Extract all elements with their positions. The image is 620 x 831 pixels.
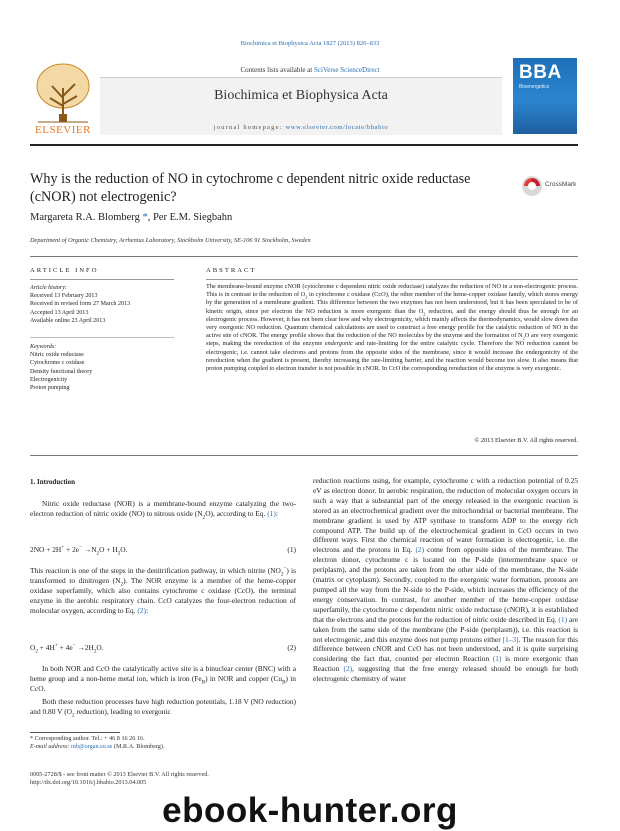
keyword-item: Density functional theory — [30, 368, 93, 375]
equation-2-number: (2) — [287, 643, 296, 652]
equation-ref-link[interactable]: (2) — [137, 605, 146, 615]
keyword-item: Nitric oxide reductase — [30, 352, 84, 359]
journal-reference-link[interactable]: Biochimica et Biophysica Acta 1827 (2013) 826–833 — [240, 40, 380, 47]
abstract-heading: ABSTRACT — [206, 267, 257, 274]
article-info-divider — [30, 337, 174, 338]
article-info-heading: ARTICLE INFO — [30, 267, 99, 274]
equation-2: $O_2 + 4H^+ + 4e^- \to 2H_2O$. (2) — [30, 642, 296, 655]
bba-cover-subtitle: Bioenergetics — [519, 84, 550, 90]
history-revised: Received in revised form 27 March 2013 — [30, 301, 131, 308]
sciencedirect-link[interactable]: SciVerse ScienceDirect — [314, 66, 380, 74]
affiliation: Department of Organic Chemistry, Arrhenius Laboratory, Stockholm University, SE-106 91 Stockholm, Sweden — [30, 237, 311, 244]
article-info-rule — [30, 279, 174, 280]
author-list — [30, 212, 232, 223]
history-online: Available online 23 April 2013 — [30, 317, 106, 324]
citation-link[interactable]: [1–3] — [502, 634, 519, 644]
intro-paragraph-3: In both NOR and CcO the catalytically active site is a binuclear center (BNC) with a heme group and a non-heme metal ion, which is iron $(Fe_B)$ in NOR and copper $(Cu_B)$ in CcO. — [30, 664, 297, 693]
body-top-rule — [30, 455, 578, 456]
keyword-item: Cytochrome c oxidase — [30, 360, 85, 367]
keywords-label: Keywords: — [30, 344, 57, 350]
equation-1-number: (1) — [287, 545, 296, 554]
info-top-rule — [30, 256, 578, 257]
abstract-text: The membrane-bound enzyme cNOR (cytochrome c dependent nitric oxide reductase) catalyzes the reduction of NO in a non-electrogenic process. This is in contrast to the reduction of $O_2$ in cytochrome c oxidase (CcO), the other member of the heme-copper oxidase family, which stores energy by the generation of a membrane gradient. This difference between the two enzymes has not been understood, but it has been speculated to be of kinetic origin, since per electron the NO reduction is more exergonic than the $O_2$ reduction, and the energy should thus be enough for an electrogenic process. However, it has not been clear how and why electrogenicity, which mainly affects the thermodynamics, would slow down the very exergonic NO reduction. Quantum chemical calculations are used to construct a free energy profile for the catalytic reduction of NO in the active site of cNOR. The energy profile shows that the reduction of the NO molecules by the enzyme and the formation of $N_2O$ are very exergonic steps, making the rereduction of the enzyme endergonic and rate-limiting for the entire catalytic cycle. Therefore the NO reduction cannot be electrogenic, i.e. cannot take electrons and protons from the opposite sides of the membrane, since it would increase the endergonicity of the rereduction when the gradient is present, thereby increasing the rate-limiting barrier, and the reaction would become too slow. It also means that proton pumping coupled to electron transfer is not possible in cNOR. In CcO the corresponding rereduction of the enzyme is very exergonic. — [206, 283, 579, 373]
homepage-link[interactable]: www.elsevier.com/locate/bbabio — [285, 124, 389, 131]
author-2: Per E.M. Siegbahn — [152, 212, 233, 223]
journal-homepage — [100, 124, 502, 131]
equation-ref-link[interactable]: (1) — [492, 654, 502, 664]
doi-link[interactable]: http://dx.doi.org/10.1016/j.bbabio.2013.04.005 — [30, 779, 147, 786]
email-link[interactable]: mb@organ.su.se — [71, 743, 113, 750]
email-note: E-mail address: mb@organ.su.se (M.R.A. Blomberg). — [30, 743, 165, 750]
article-history-label: Article history: — [30, 285, 68, 291]
journal-title: Biochimica et Biophysica Acta — [214, 88, 388, 103]
author-1: Margareta R.A. Blomberg — [30, 212, 140, 223]
article-history — [30, 284, 180, 325]
equation-ref-link[interactable]: (2) — [415, 545, 425, 555]
intro-right-column: reduction reactions using, for example, cytochrome c with a reduction potential of 0.25 eV as electron donor. In aerobic respiration, the reduction of molecular oxygen occurs in such a way that a substantial part of the energy released in the exergonic reaction is stored as an electrochemical gradient over the mitochondrial or bacterial membrane. The membrane gradient is used by ATP synthase to transform ADP to the energy rich compound ATP. The build up of the electrochemical gradient in CcO occurs in two different ways. First the chemical reaction of water formation is electrogenic, i.e. the electrons and the protons in Eq. (2) come from opposite sides of the membrane. The electron donor, cytochrome c is located on the P-side (intermembrane space or periplasm), and the protons are taken from the other side of the membrane, the N-side (matrix or cytoplasm). Secondly, coupled to the exergonic water formation, protons are pumped all the way from the N-side to the P-side, which increases the efficiency of the energy conservation. In contrast, for another member of the heme-copper oxidase superfamily, the cytochrome c dependent nitric oxide reductase (cNOR), it is established that the electrons and the protons for the reduction of nitric oxide described in Eq. (1) are taken from the same side of the membrane (the P-side (periplasm)), i.e. this reaction is not electrogenic, and this enzyme does not pump protons either [1–3]. The reason for this difference between cNOR and CcO has not been understood, and it is quite surprising considering the fact that, counted per electron Reaction (1) is more exergonic than Reaction (2), suggesting that the free energy released should be enough for both electrogenic chemistry of water — [313, 476, 578, 684]
issn-line: 0005-2728/$ - see front matter © 2013 Elsevier B.V. All rights reserved. — [30, 771, 209, 778]
homepage-prefix: journal homepage: — [213, 124, 286, 131]
bba-cover-logo: BBA — [519, 62, 562, 83]
equation-ref-link[interactable]: (1) — [558, 614, 568, 624]
equation-ref-link[interactable]: (2) — [343, 664, 353, 674]
crossmark-badge[interactable] — [521, 175, 581, 199]
keyword-item: Electrogenicity — [30, 376, 68, 383]
footnote-rule — [30, 732, 120, 733]
crossmark-icon — [521, 175, 543, 197]
intro-paragraph-2: This reaction is one of the steps in the denitrification pathway, in which nitrite $(NO_2^-)$ is transformed to dinitrogen $(N_2)$. The NOR enzyme is a member of the heme-copper oxidase superfamily, which also contains cytochrome c oxidase (CcO), the terminal enzyme in the aerobic respiratory chain. CcO catalyzes the four-electron reduction of molecular oxygen, according to Eq. (2): — [30, 565, 296, 615]
history-received: Received 13 February 2013 — [30, 293, 98, 300]
corresponding-author-note: * Corresponding author. Tel.: + 46 8 16 26 16. — [30, 735, 145, 742]
history-accepted: Accepted 13 April 2013 — [30, 309, 89, 316]
keyword-item: Proton pumping — [30, 385, 70, 392]
watermark-text: ebook-hunter.org — [162, 791, 458, 830]
paper-title: Why is the reduction of NO in cytochrome c dependent nitric oxide reductase (cNOR) not electrogenic? — [30, 171, 471, 205]
keywords — [30, 343, 180, 392]
author-separator: , — [147, 212, 153, 223]
abstract-copyright: © 2013 Elsevier B.V. All rights reserved. — [474, 437, 578, 444]
elsevier-wordmark: ELSEVIER — [35, 124, 91, 136]
contents-prefix: Contents lists available at — [240, 66, 314, 74]
equation-ref-link[interactable]: (1) — [267, 508, 276, 518]
equation-1: $2NO + 2H^+ + 2e^- \to N_2O + H_2O$. (1) — [30, 544, 296, 557]
intro-paragraph-4: Both these reduction processes have high reduction potentials, 1.18 V (NO reduction) and 0.80 V ($O_2$ reduction), leading to exergonic — [30, 697, 296, 719]
header-rule — [30, 144, 578, 146]
intro-paragraph-1: Nitric oxide reductase (NOR) is a membrane-bound enzyme catalyzing the two-electron reduction of nitric oxide (NO) to nitrous oxide $(N_2O)$, according to Eq. (1): — [30, 499, 296, 521]
abstract-rule — [206, 279, 578, 280]
contents-line — [110, 66, 510, 74]
corresponding-author-mark[interactable]: * — [142, 212, 148, 223]
introduction-heading: 1. Introduction — [30, 478, 75, 486]
crossmark-label: CrossMark — [545, 181, 577, 188]
